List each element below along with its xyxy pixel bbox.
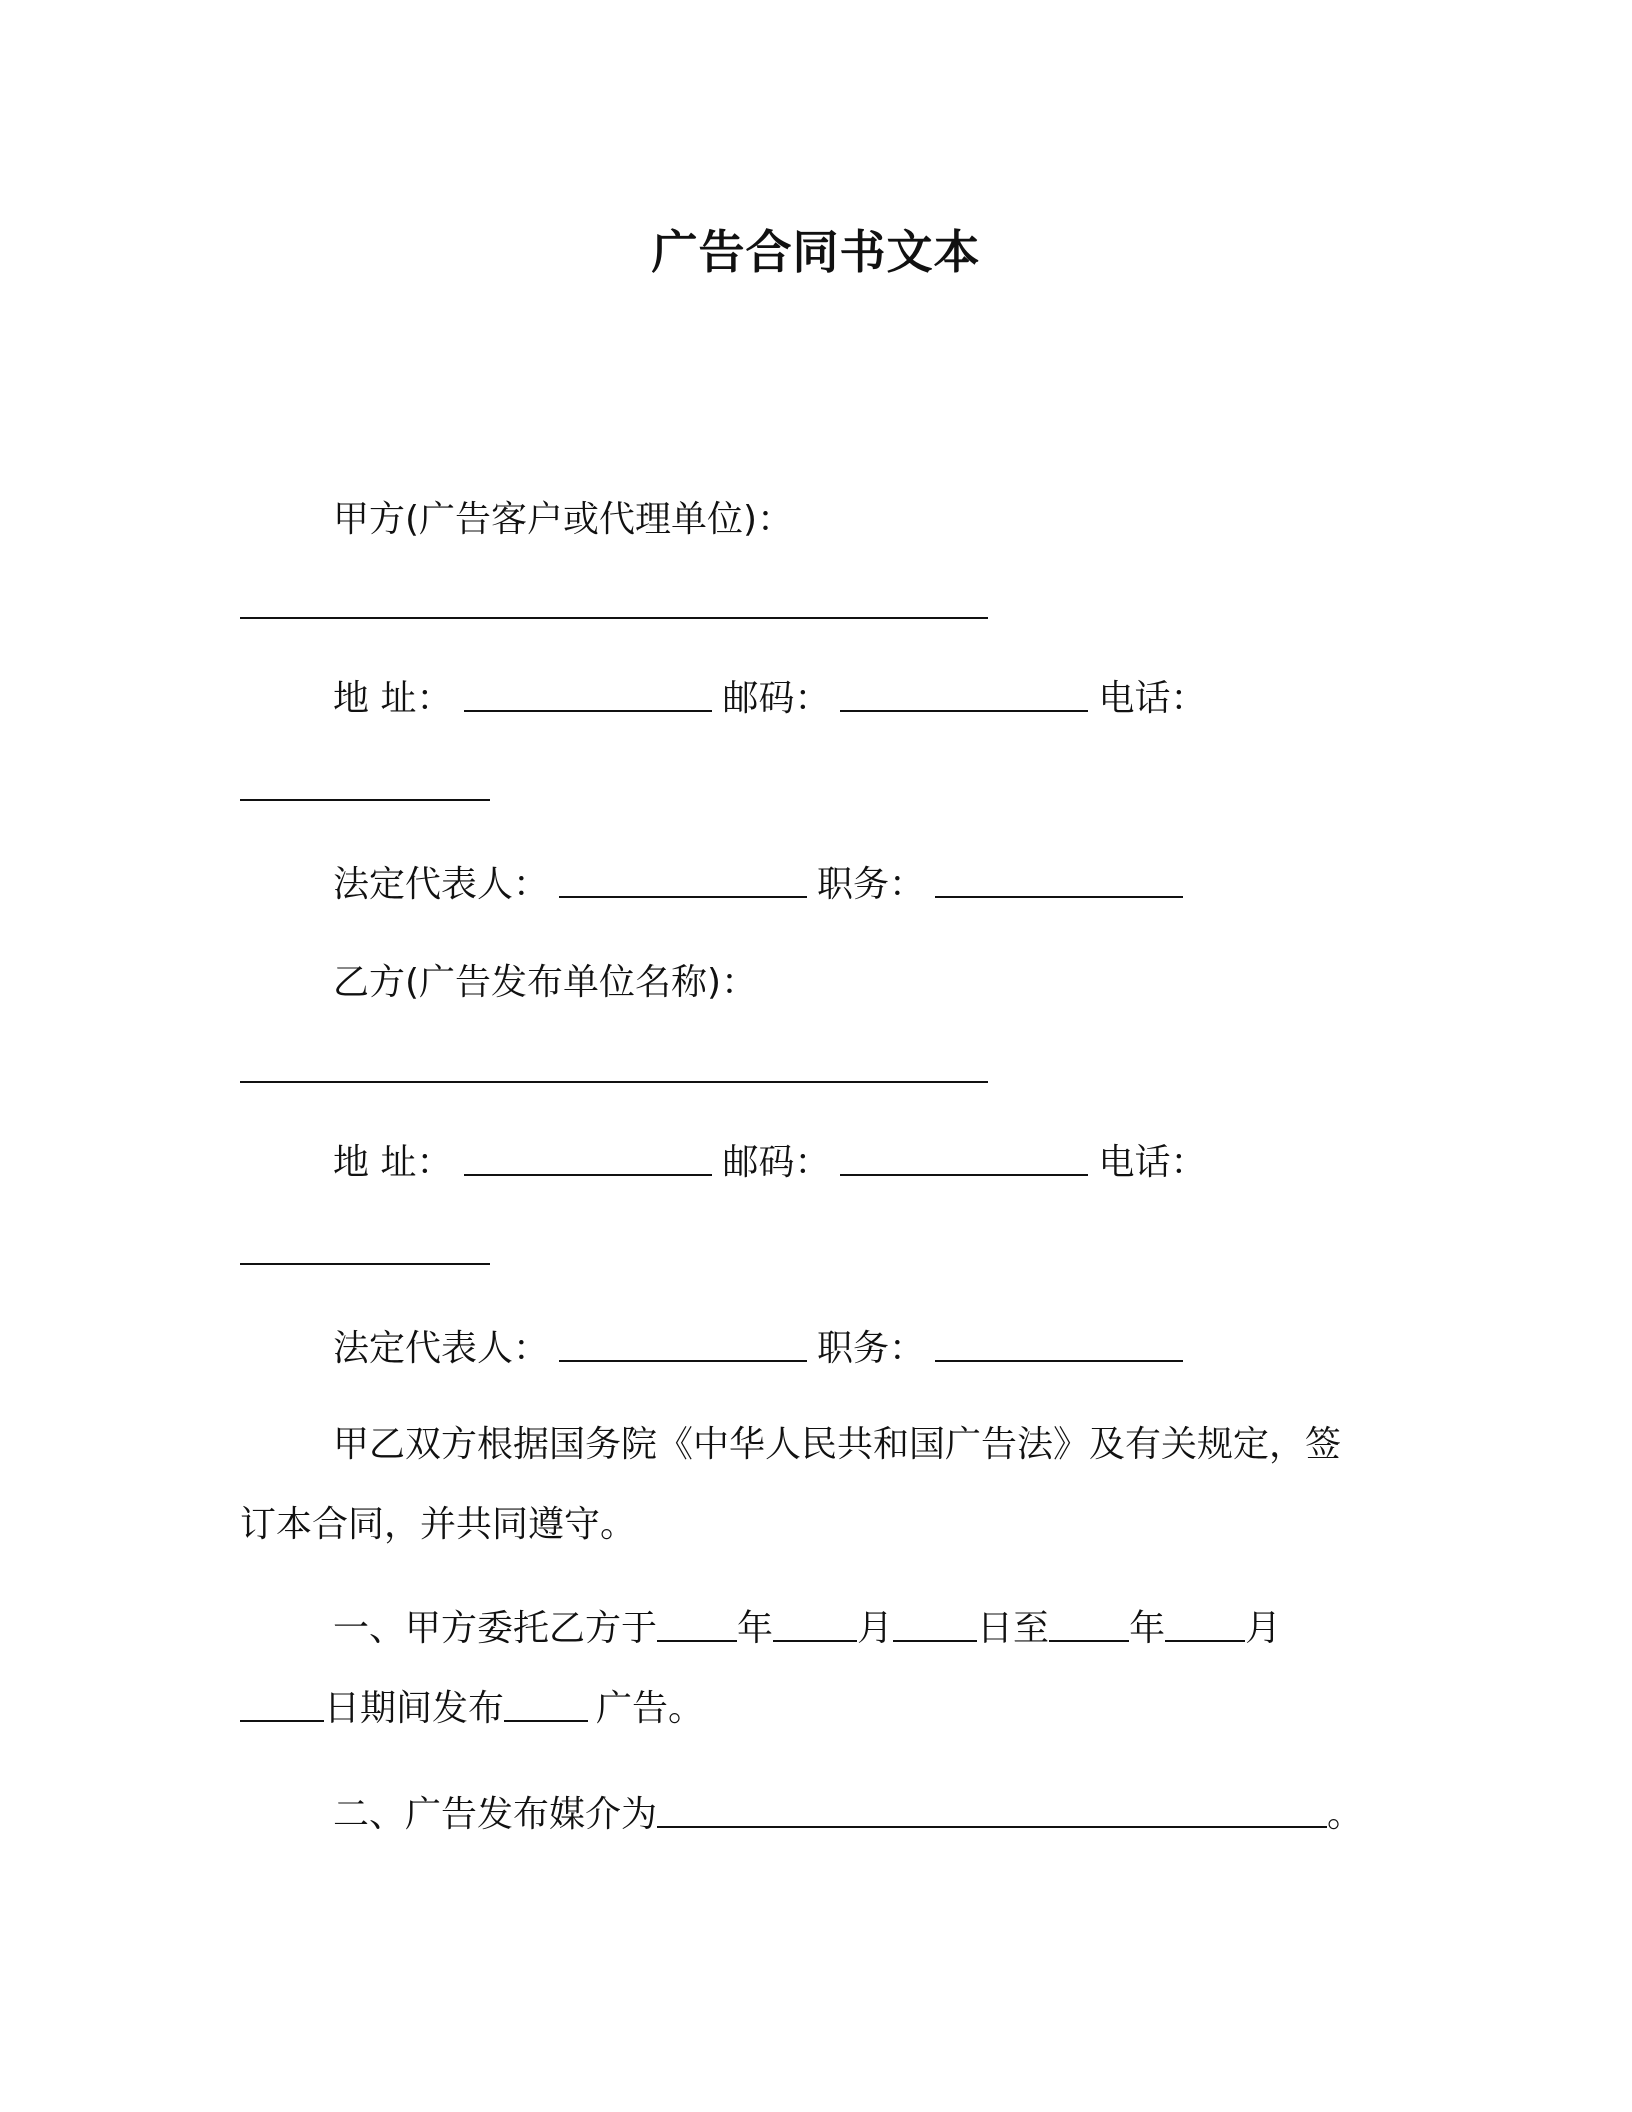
party-b-postcode-label: 邮码： [722, 1142, 831, 1183]
party-b-label: 乙方(广告发布单位名称)： [333, 962, 758, 1003]
start-month-field[interactable] [773, 1606, 857, 1642]
end-year-label: 年 [1129, 1608, 1166, 1649]
end-year-field[interactable] [1049, 1606, 1129, 1642]
end-day-label: 日期间发布 [324, 1688, 505, 1729]
party-b-contact-line [333, 1138, 1206, 1188]
party-a-postcode-label: 邮码： [722, 678, 831, 719]
clause-2-suffix: 。 [1327, 1794, 1364, 1835]
preamble-line-2: 订本合同，并共同遵守。 [240, 1504, 637, 1545]
ad-content-field[interactable] [504, 1686, 588, 1722]
party-b-position-label: 职务： [817, 1328, 926, 1369]
party-a-name-field[interactable] [240, 617, 988, 619]
start-day-label: 日至 [977, 1608, 1050, 1649]
party-a-postcode-field[interactable] [840, 676, 1088, 712]
start-year-field[interactable] [657, 1606, 737, 1642]
document-title: 广告合同书文本 [651, 225, 981, 279]
clause-1-line-2 [240, 1684, 704, 1734]
end-day-field[interactable] [240, 1686, 324, 1722]
party-a-legal-rep-label: 法定代表人： [333, 864, 550, 905]
party-a-label: 甲方(广告客户或代理单位)： [333, 499, 794, 540]
party-a-phone-label: 电话： [1098, 678, 1207, 719]
party-b-phone-field[interactable] [240, 1263, 490, 1265]
clause-2-line [333, 1790, 1363, 1840]
party-b-address-label: 地 址： [333, 1142, 453, 1183]
party-b-postcode-field[interactable] [840, 1140, 1088, 1176]
party-b-name-field[interactable] [240, 1081, 988, 1083]
party-a-phone-field[interactable] [240, 799, 490, 801]
party-a-position-field[interactable] [935, 862, 1183, 898]
party-a-rep-line [333, 860, 1183, 910]
party-b-legal-rep-field[interactable] [559, 1326, 807, 1362]
party-b-rep-line [333, 1324, 1183, 1374]
party-a-address-field[interactable] [464, 676, 712, 712]
party-b-label-line [333, 958, 757, 1008]
party-b-phone-label: 电话： [1098, 1142, 1207, 1183]
party-a-legal-rep-field[interactable] [559, 862, 807, 898]
start-month-label: 月 [857, 1608, 894, 1649]
party-b-position-field[interactable] [935, 1326, 1183, 1362]
clause-2-prefix: 二、广告发布媒介为 [333, 1794, 658, 1835]
party-a-position-label: 职务： [817, 864, 926, 905]
end-month-label: 月 [1245, 1608, 1282, 1649]
party-a-contact-line [333, 674, 1206, 724]
party-a-label-line [333, 495, 793, 545]
start-year-label: 年 [737, 1608, 774, 1649]
clause-1-line-1 [333, 1604, 1281, 1654]
clause-1-suffix: 广告。 [596, 1688, 705, 1729]
preamble-line-1: 甲乙双方根据国务院《中华人民共和国广告法》及有关规定，签 [333, 1424, 1342, 1465]
party-b-address-field[interactable] [464, 1140, 712, 1176]
party-a-address-label: 地 址： [333, 678, 453, 719]
media-field[interactable] [657, 1792, 1327, 1828]
start-day-field[interactable] [893, 1606, 977, 1642]
clause-1-prefix: 一、甲方委托乙方于 [333, 1608, 658, 1649]
party-b-legal-rep-label: 法定代表人： [333, 1328, 550, 1369]
end-month-field[interactable] [1165, 1606, 1245, 1642]
